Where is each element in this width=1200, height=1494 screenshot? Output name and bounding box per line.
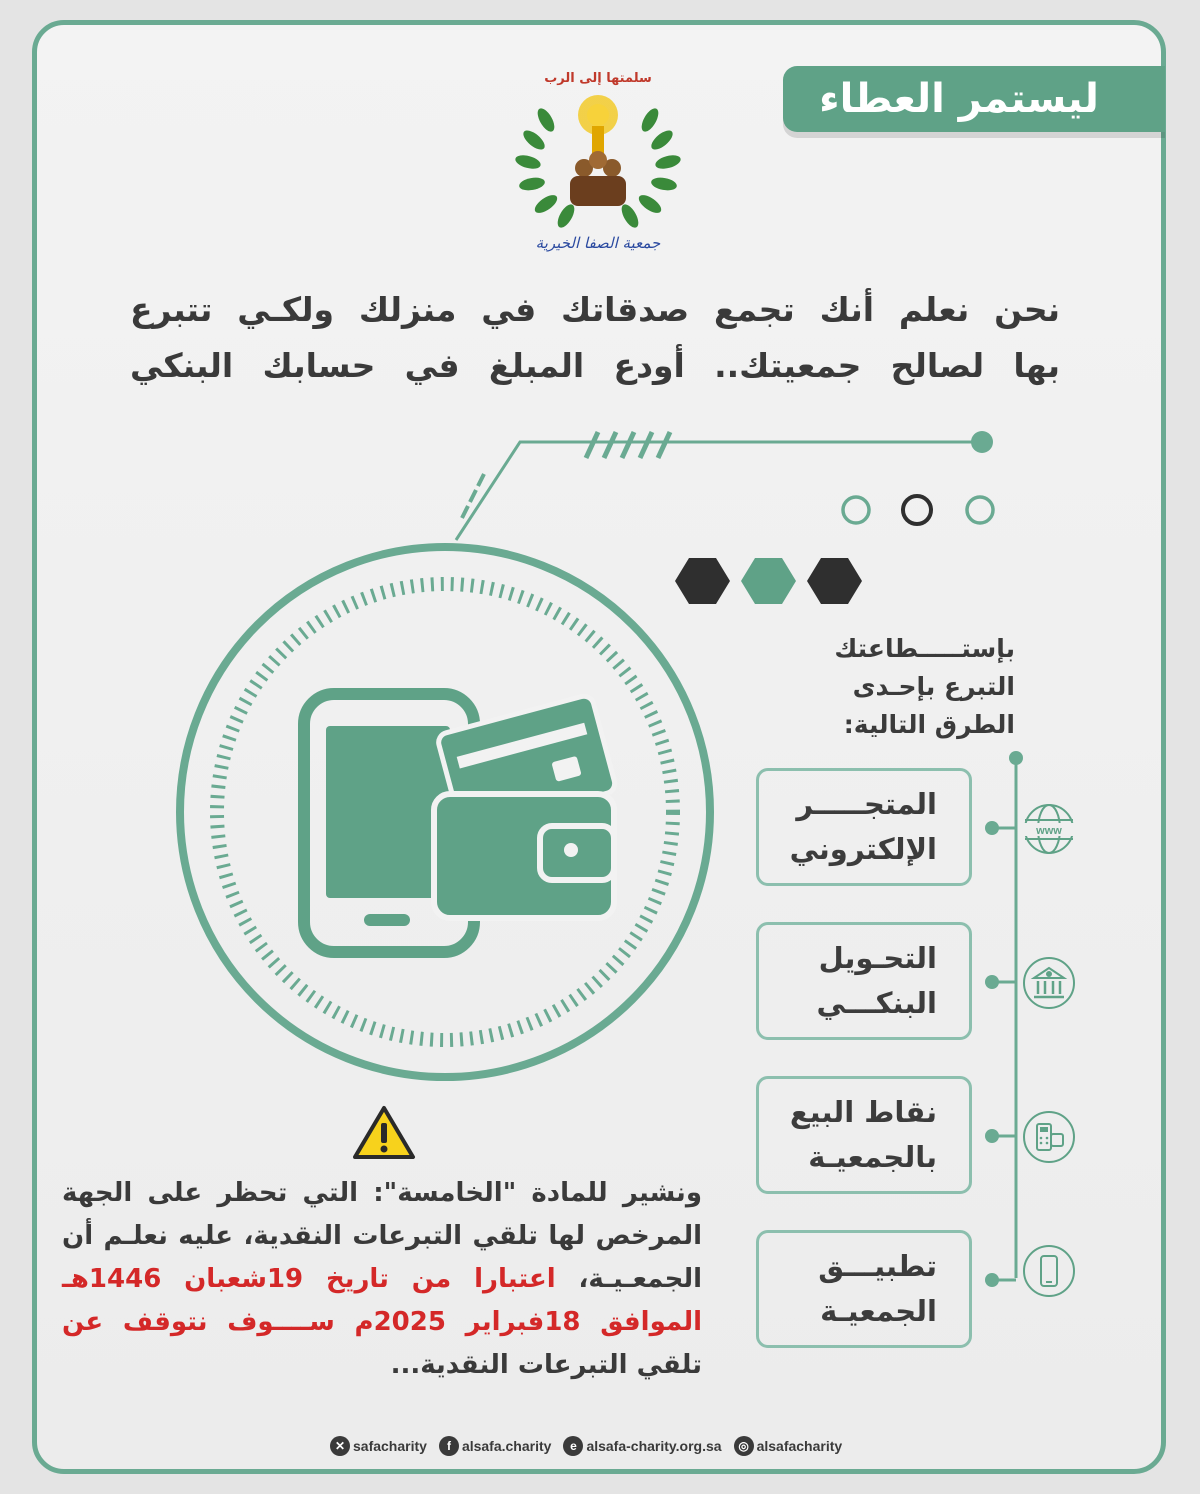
option-online-store[interactable] (756, 768, 972, 886)
option-label-line-2: البنكـــي (816, 986, 937, 1020)
notice-date-highlight: اعتبارا من تاريخ 19شعبان 1446هـ الموافق 18فبراير 2025م ســــوف نتوقف عن (62, 1264, 702, 1337)
hatch-marks (586, 432, 670, 458)
wallet-phone-illustration (180, 547, 710, 1077)
website-link[interactable] (563, 1436, 721, 1456)
option-label-line-1: التحـويل (818, 941, 937, 975)
logo-bottom-text: جمعية الصفا الخيرية (535, 234, 661, 252)
bank-icon (1022, 956, 1076, 1010)
intro-line-2: التبرع بإحـدى (852, 672, 1015, 701)
instagram-link[interactable] (734, 1436, 843, 1456)
hexagon-1 (675, 558, 730, 604)
notice-text-part-3: تلقي التبرعات النقدية... (390, 1350, 702, 1380)
website-icon: e (563, 1436, 583, 1456)
smartphone-icon (1022, 1244, 1076, 1298)
svg-text:www: www (1036, 825, 1062, 837)
option-label-line-2: بالجمعيـة (808, 1140, 937, 1174)
cash-donation-notice (62, 1172, 702, 1387)
headline-line-2: بها لصالح جمعيتك.. أودع المبلغ في حسابك البنكي (130, 346, 1060, 385)
hexagon-2 (741, 558, 796, 604)
pos-terminal-icon (1022, 1110, 1076, 1164)
option-label-line-2: الجمعيـة (820, 1294, 937, 1328)
option-label-line-1: تطبيـــق (818, 1249, 937, 1283)
facebook-icon: f (439, 1436, 459, 1456)
x-link[interactable] (330, 1436, 427, 1456)
logo-top-text: سلمتها إلى الرب (544, 71, 652, 86)
facebook-link[interactable] (439, 1436, 552, 1456)
option-charity-app[interactable] (756, 1230, 972, 1348)
option-label-line-1: نقاط البيع (789, 1095, 937, 1129)
x-icon: ✕ (330, 1436, 350, 1456)
connector-line (456, 442, 982, 540)
methods-intro (790, 630, 1015, 744)
warning-icon (352, 1105, 416, 1161)
dot-circle-2 (903, 496, 931, 524)
banner-title: ليستمر العطاء (819, 76, 1099, 122)
option-pos-points[interactable] (756, 1076, 972, 1194)
x-handle: safacharity (353, 1438, 427, 1454)
dot-circle-1 (843, 497, 869, 523)
connector-dot (971, 431, 993, 453)
facebook-handle: alsafa.charity (461, 1438, 552, 1454)
website-url: alsafa-charity.org.sa (586, 1438, 722, 1454)
social-footer (330, 1432, 848, 1460)
intro-line-3: الطرق التالية: (843, 710, 1015, 739)
option-bank-transfer[interactable] (756, 922, 972, 1040)
option-label-line-1: المتجـــــر (796, 787, 937, 821)
instagram-icon: ◎ (734, 1436, 754, 1456)
instagram-handle: alsafacharity (756, 1438, 843, 1454)
option-label-line-2: الإلكتروني (789, 832, 937, 866)
headline-line-1: نحن نعلم أنك تجمع صدقاتك في منزلك ولكـي تتبرع (130, 290, 1060, 329)
dot-circle-3 (967, 497, 993, 523)
hexagon-3 (807, 558, 862, 604)
intro-line-1: بإستـــــطاعتك (834, 634, 1015, 663)
www-globe-icon (1022, 802, 1076, 856)
notice-text-part-1: ونشير للمادة "الخامسة": التي تحظر على الجهة المرخص لها تلقي التبرعات النقدية، عليه نعلـم أن الجمعـيـة، (62, 1178, 702, 1294)
